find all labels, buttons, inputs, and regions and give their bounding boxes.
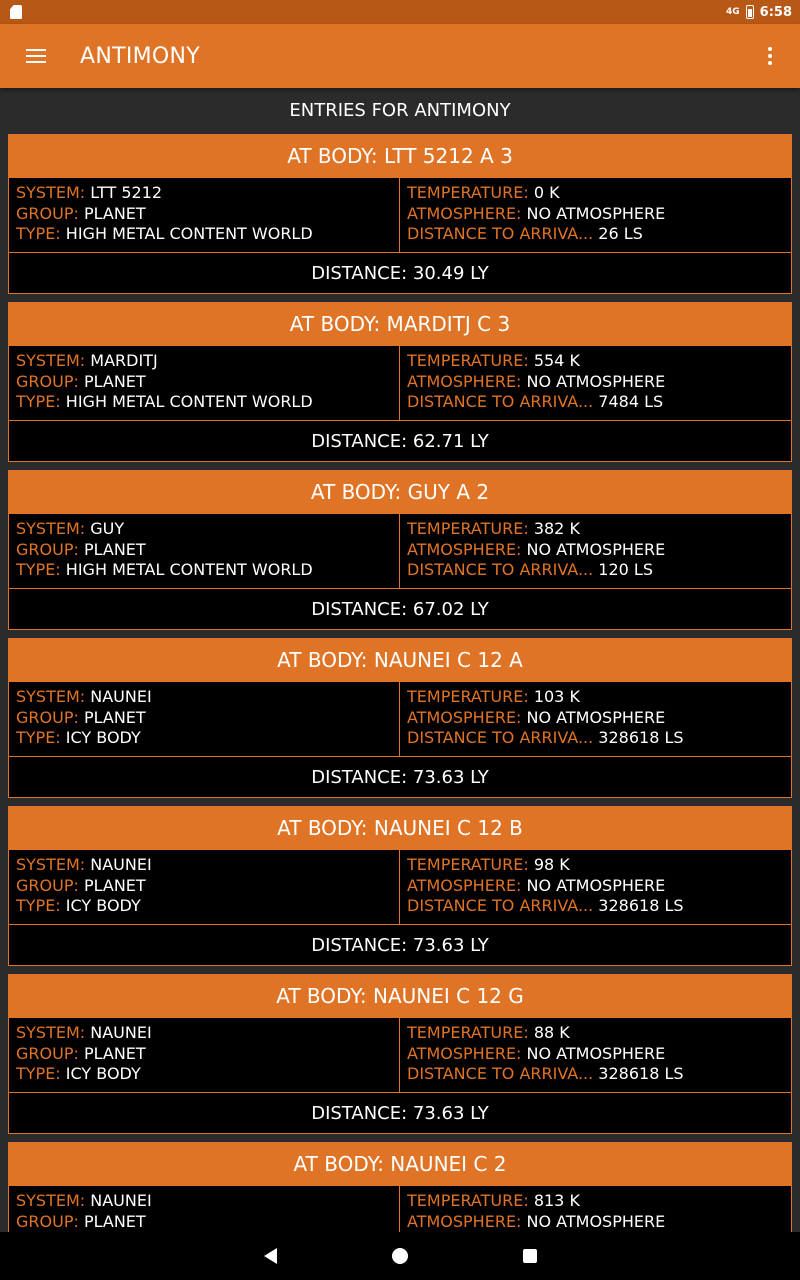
system-row (16, 855, 392, 876)
system-label: SYSTEM: (16, 183, 86, 202)
temperature-value: 554 K (533, 351, 580, 370)
system-value: NAUNEI (90, 687, 152, 706)
atmosphere-row (407, 540, 784, 561)
temperature-row (407, 351, 784, 372)
type-value: HIGH METAL CONTENT WORLD (65, 392, 313, 411)
type-label: TYPE: (16, 392, 61, 411)
arrival-distance-row (407, 392, 784, 413)
group-label: GROUP: (16, 1211, 79, 1231)
status-time: 6:58 (759, 4, 792, 20)
arrival-distance-value: 328618 LS (598, 1064, 684, 1083)
atmosphere-value: NO ATMOSPHERE (526, 1043, 666, 1063)
atmosphere-label: ATMOSPHERE: (407, 203, 522, 223)
group-row (16, 1212, 392, 1233)
system-label: SYSTEM: (16, 687, 86, 706)
atmosphere-row (407, 372, 784, 393)
back-button[interactable] (205, 1232, 335, 1280)
temperature-label: TEMPERATURE: (407, 183, 529, 202)
entry-distance: DISTANCE: 30.49 LY (311, 262, 489, 284)
temperature-row (407, 855, 784, 876)
temperature-label: TEMPERATURE: (407, 687, 529, 706)
temperature-row (407, 183, 784, 204)
group-row (16, 708, 392, 729)
arrival-distance-label: DISTANCE TO ARRIVA... (407, 728, 594, 747)
entry-right-column (400, 1018, 791, 1092)
atmosphere-value: NO ATMOSPHERE (526, 371, 666, 391)
entry-right-column (400, 346, 791, 420)
group-value: PLANET (83, 539, 146, 559)
entry-card[interactable] (8, 974, 792, 1134)
temperature-row (407, 687, 784, 708)
arrival-distance-label: DISTANCE TO ARRIVA... (407, 560, 594, 579)
sd-card-icon (10, 5, 22, 19)
entry-distance: DISTANCE: 73.63 LY (311, 766, 489, 788)
status-bar (0, 0, 800, 24)
arrival-distance-value: 328618 LS (598, 896, 684, 915)
atmosphere-label: ATMOSPHERE: (407, 1043, 522, 1063)
atmosphere-row (407, 1044, 784, 1065)
system-value: MARDITJ (90, 351, 158, 370)
entry-card[interactable] (8, 1142, 792, 1232)
system-label: SYSTEM: (16, 519, 86, 538)
atmosphere-label: ATMOSPHERE: (407, 539, 522, 559)
entry-left-column (9, 682, 400, 756)
menu-button[interactable] (0, 24, 72, 88)
system-row (16, 687, 392, 708)
temperature-value: 88 K (533, 1023, 570, 1042)
temperature-row (407, 519, 784, 540)
group-value: PLANET (83, 1211, 146, 1231)
group-label: GROUP: (16, 875, 79, 895)
arrival-distance-value: 328618 LS (598, 728, 684, 747)
hamburger-icon (26, 49, 46, 63)
atmosphere-row (407, 204, 784, 225)
type-value: ICY BODY (65, 896, 141, 915)
entry-header: AT BODY: GUY A 2 (9, 471, 791, 513)
temperature-value: 813 K (533, 1191, 580, 1210)
system-value: LTT 5212 (90, 183, 163, 202)
type-label: TYPE: (16, 224, 61, 243)
entry-details (9, 1017, 791, 1093)
recents-button[interactable] (465, 1232, 595, 1280)
entry-header: AT BODY: LTT 5212 A 3 (9, 135, 791, 177)
entry-details (9, 345, 791, 421)
entry-right-column (400, 178, 791, 252)
back-icon (264, 1248, 277, 1264)
atmosphere-value: NO ATMOSPHERE (526, 707, 666, 727)
entry-distance: DISTANCE: 73.63 LY (311, 934, 489, 956)
group-value: PLANET (83, 1043, 146, 1063)
entry-left-column (9, 514, 400, 588)
atmosphere-label: ATMOSPHERE: (407, 875, 522, 895)
home-icon (392, 1248, 408, 1264)
atmosphere-row (407, 1212, 784, 1233)
group-row (16, 876, 392, 897)
temperature-label: TEMPERATURE: (407, 519, 529, 538)
system-row (16, 183, 392, 204)
temperature-label: TEMPERATURE: (407, 1023, 529, 1042)
type-row (16, 392, 392, 413)
app-bar (0, 24, 800, 88)
temperature-label: TEMPERATURE: (407, 855, 529, 874)
entry-left-column (9, 178, 400, 252)
group-label: GROUP: (16, 1043, 79, 1063)
group-row (16, 1044, 392, 1065)
group-row (16, 372, 392, 393)
type-row (16, 728, 392, 749)
system-row (16, 1023, 392, 1044)
arrival-distance-row (407, 728, 784, 749)
battery-icon (746, 5, 754, 19)
atmosphere-row (407, 708, 784, 729)
type-value: HIGH METAL CONTENT WORLD (65, 224, 313, 243)
arrival-distance-value: 26 LS (598, 224, 643, 243)
group-value: PLANET (83, 203, 146, 223)
system-label: SYSTEM: (16, 855, 86, 874)
entry-left-column (9, 1018, 400, 1092)
entry-list[interactable] (8, 134, 792, 1232)
entry-header: AT BODY: MARDITJ C 3 (9, 303, 791, 345)
arrival-distance-value: 7484 LS (598, 392, 664, 411)
app-title: ANTIMONY (80, 43, 201, 69)
arrival-distance-label: DISTANCE TO ARRIVA... (407, 1064, 594, 1083)
entry-details (9, 681, 791, 757)
entry-details (9, 1185, 791, 1232)
type-label: TYPE: (16, 896, 61, 915)
atmosphere-value: NO ATMOSPHERE (526, 203, 666, 223)
type-label: TYPE: (16, 560, 61, 579)
temperature-label: TEMPERATURE: (407, 351, 529, 370)
entry-right-column (400, 850, 791, 924)
arrival-distance-label: DISTANCE TO ARRIVA... (407, 224, 594, 243)
section-title: ENTRIES FOR ANTIMONY (289, 99, 511, 121)
type-label: TYPE: (16, 728, 61, 747)
entry-distance: DISTANCE: 73.63 LY (311, 1102, 489, 1124)
arrival-distance-row (407, 224, 784, 245)
entry-header: AT BODY: NAUNEI C 12 A (9, 639, 791, 681)
group-label: GROUP: (16, 707, 79, 727)
system-label: SYSTEM: (16, 351, 86, 370)
entry-card[interactable] (8, 470, 792, 630)
arrival-distance-row (407, 896, 784, 917)
group-value: PLANET (83, 707, 146, 727)
entry-right-column (400, 1186, 791, 1232)
entry-left-column (9, 1186, 400, 1232)
status-right (726, 5, 800, 20)
entry-card[interactable] (8, 806, 792, 966)
atmosphere-row (407, 876, 784, 897)
arrival-distance-row (407, 1064, 784, 1085)
atmosphere-value: NO ATMOSPHERE (526, 1211, 666, 1231)
temperature-value: 382 K (533, 519, 580, 538)
system-label: SYSTEM: (16, 1023, 86, 1042)
status-left (0, 5, 22, 19)
entry-left-column (9, 850, 400, 924)
entry-card[interactable] (8, 134, 792, 294)
atmosphere-label: ATMOSPHERE: (407, 371, 522, 391)
entry-header: AT BODY: NAUNEI C 12 B (9, 807, 791, 849)
system-value: NAUNEI (90, 1191, 152, 1210)
system-value: NAUNEI (90, 855, 152, 874)
navigation-bar (0, 1232, 800, 1280)
type-value: ICY BODY (65, 1064, 141, 1083)
entry-distance: DISTANCE: 62.71 LY (311, 430, 489, 452)
temperature-row (407, 1191, 784, 1212)
home-button[interactable] (335, 1232, 465, 1280)
atmosphere-label: ATMOSPHERE: (407, 707, 522, 727)
arrival-distance-value: 120 LS (598, 560, 653, 579)
group-row (16, 204, 392, 225)
entry-details (9, 513, 791, 589)
temperature-row (407, 1023, 784, 1044)
system-row (16, 351, 392, 372)
temperature-value: 98 K (533, 855, 570, 874)
temperature-value: 0 K (533, 183, 560, 202)
temperature-label: TEMPERATURE: (407, 1191, 529, 1210)
entry-distance: DISTANCE: 67.02 LY (311, 598, 489, 620)
group-value: PLANET (83, 875, 146, 895)
atmosphere-label: ATMOSPHERE: (407, 1211, 522, 1231)
group-label: GROUP: (16, 371, 79, 391)
overflow-menu-button[interactable] (740, 24, 800, 88)
type-row (16, 560, 392, 581)
entry-details (9, 177, 791, 253)
entry-right-column (400, 682, 791, 756)
signal-icon: 4G (726, 7, 740, 17)
temperature-value: 103 K (533, 687, 580, 706)
group-row (16, 540, 392, 561)
system-row (16, 519, 392, 540)
recents-icon (523, 1249, 537, 1263)
entry-card[interactable] (8, 638, 792, 798)
entry-header: AT BODY: NAUNEI C 12 G (9, 975, 791, 1017)
arrival-distance-row (407, 560, 784, 581)
entry-left-column (9, 346, 400, 420)
group-value: PLANET (83, 371, 146, 391)
entry-card[interactable] (8, 302, 792, 462)
type-row (16, 224, 392, 245)
system-value: GUY (90, 519, 125, 538)
atmosphere-value: NO ATMOSPHERE (526, 539, 666, 559)
type-row (16, 896, 392, 917)
type-row (16, 1064, 392, 1085)
type-value: ICY BODY (65, 728, 141, 747)
type-value: HIGH METAL CONTENT WORLD (65, 560, 313, 579)
entry-header: AT BODY: NAUNEI C 2 (9, 1143, 791, 1185)
group-label: GROUP: (16, 203, 79, 223)
entry-right-column (400, 514, 791, 588)
atmosphere-value: NO ATMOSPHERE (526, 875, 666, 895)
group-label: GROUP: (16, 539, 79, 559)
system-value: NAUNEI (90, 1023, 152, 1042)
type-label: TYPE: (16, 1064, 61, 1083)
system-label: SYSTEM: (16, 1191, 86, 1210)
entry-details (9, 849, 791, 925)
system-row (16, 1191, 392, 1212)
arrival-distance-label: DISTANCE TO ARRIVA... (407, 392, 594, 411)
arrival-distance-label: DISTANCE TO ARRIVA... (407, 896, 594, 915)
